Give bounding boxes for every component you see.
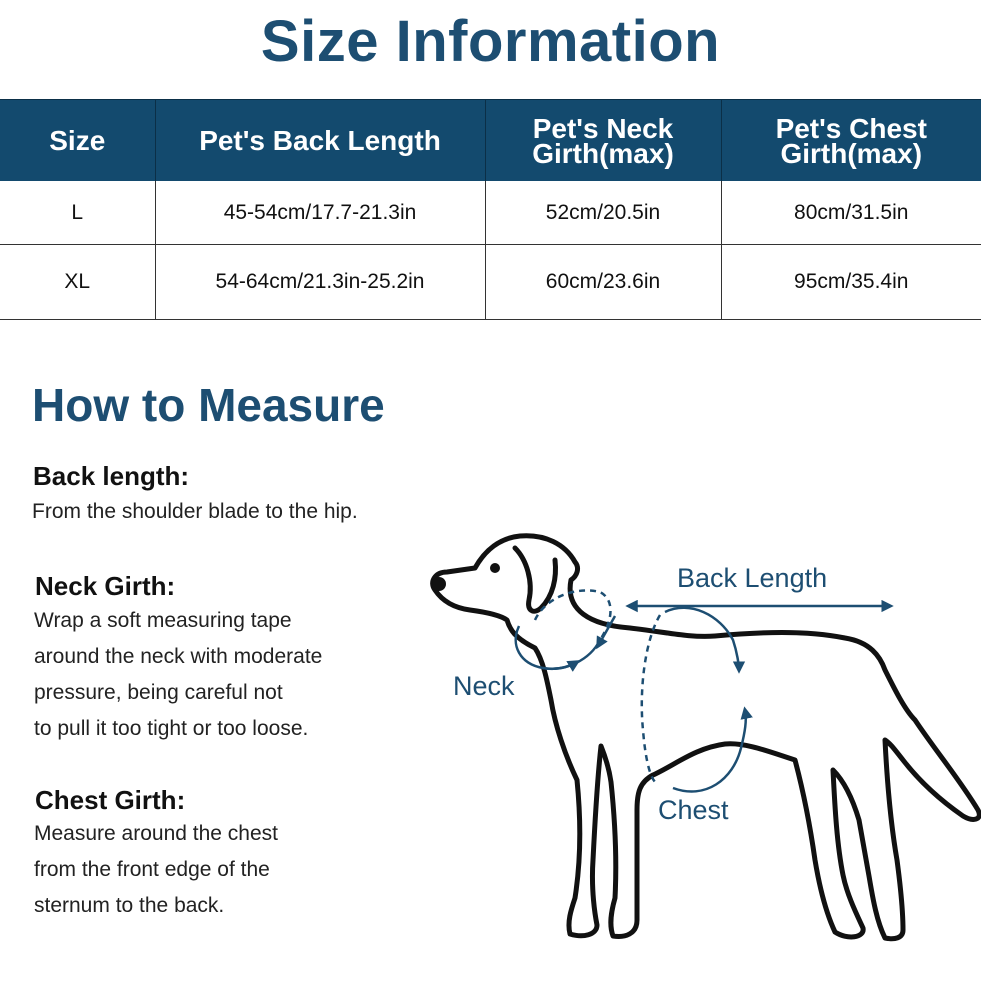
back-length-line: From the shoulder blade to the hip.: [32, 500, 358, 523]
chest-girth-line: from the front edge of the: [34, 858, 270, 881]
dog-nose-icon: [432, 577, 446, 591]
table-row: [0, 245, 981, 320]
cell-back-length: 54-64cm/21.3in-25.2in: [155, 245, 485, 320]
dog-eye-icon: [490, 563, 500, 573]
header-back-length: Pet's Back Length: [155, 100, 485, 182]
cell-chest-girth: 80cm/31.5in: [721, 181, 981, 245]
cell-size: L: [0, 181, 155, 245]
neck-girth-title: Neck Girth:: [35, 571, 176, 601]
cell-neck-girth: 52cm/20.5in: [485, 181, 721, 245]
back-length-desc: [32, 494, 358, 530]
back-length-title: Back length:: [33, 461, 190, 491]
size-table: [0, 99, 981, 320]
neck-girth-line: Wrap a soft measuring tape: [34, 609, 292, 632]
measure-heading: How to Measure: [32, 379, 385, 431]
table-header-row: [0, 100, 981, 182]
header-neck-girth: Pet's Neck Girth(max): [485, 100, 721, 182]
page-title: Size Information: [260, 9, 721, 74]
cell-size: XL: [0, 245, 155, 320]
neck-girth-line: to pull it too tight or too loose.: [34, 717, 309, 740]
dog-outline-icon: [433, 536, 980, 939]
chest-girth-title: Chest Girth:: [35, 785, 186, 815]
header-chest-girth: Pet's Chest Girth(max): [721, 100, 981, 182]
neck-girth-line: pressure, being careful not: [34, 681, 283, 704]
back-length-label: Back Length: [677, 563, 828, 593]
neck-girth-desc: [34, 603, 322, 747]
neck-girth-line: around the neck with moderate: [34, 645, 323, 668]
cell-chest-girth: 95cm/35.4in: [721, 245, 981, 320]
header-size: Size: [0, 100, 155, 182]
chest-girth-line: sternum to the back.: [34, 894, 225, 917]
cell-back-length: 45-54cm/17.7-21.3in: [155, 181, 485, 245]
chest-girth-line: Measure around the chest: [34, 822, 278, 845]
table-row: [0, 181, 981, 245]
cell-neck-girth: 60cm/23.6in: [485, 245, 721, 320]
chest-girth-desc: [34, 816, 278, 924]
chest-label: Chest: [658, 795, 729, 825]
neck-label: Neck: [453, 671, 515, 701]
